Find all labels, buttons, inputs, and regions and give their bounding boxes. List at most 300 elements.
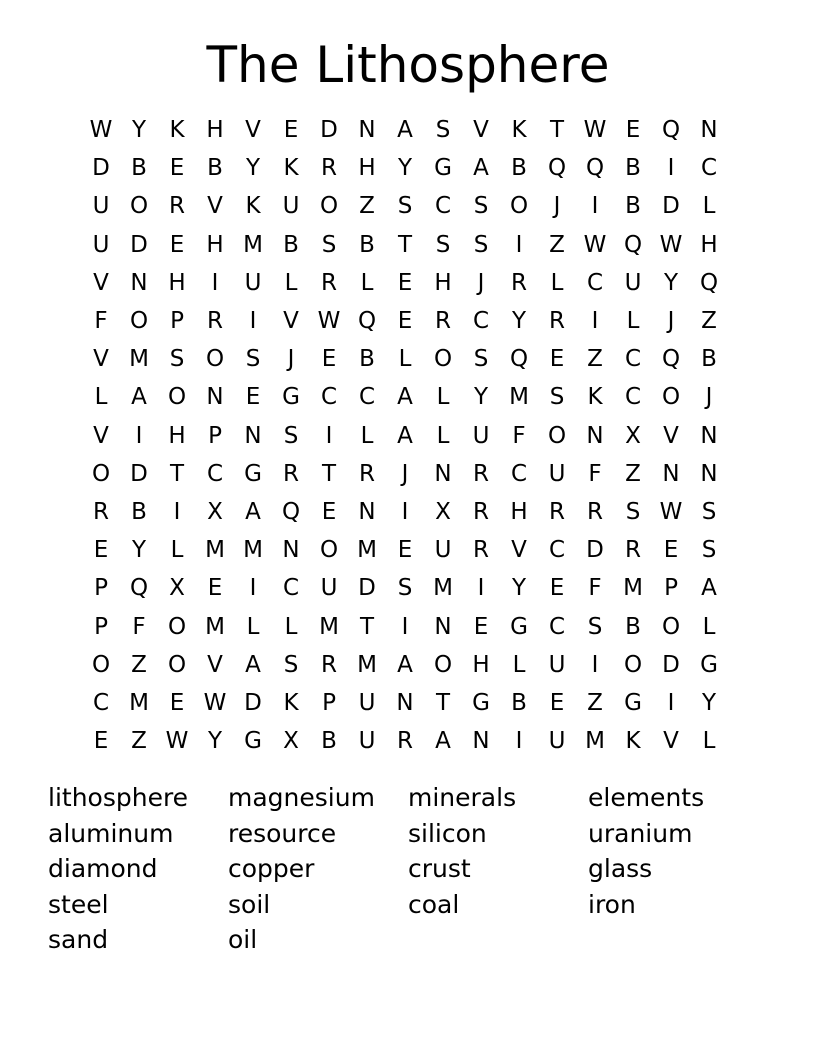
grid-letter: U: [548, 651, 566, 678]
grid-letter: X: [169, 575, 185, 602]
grid-letter: L: [702, 728, 716, 755]
grid-letter: I: [401, 613, 409, 640]
grid-letter: V: [511, 537, 527, 564]
grid-letter: Z: [701, 308, 717, 335]
grid-letter: Q: [623, 231, 643, 258]
word-list-item: sand: [48, 925, 109, 954]
grid-letter: K: [587, 384, 603, 411]
grid-letter: C: [586, 269, 604, 296]
grid-letter: Q: [129, 575, 149, 602]
word-list: [48, 780, 768, 958]
grid-letter: C: [472, 308, 490, 335]
grid-letter: F: [588, 575, 602, 602]
grid-letter: S: [701, 537, 717, 564]
grid-letter: N: [472, 728, 490, 755]
grid-letter: B: [131, 498, 147, 525]
grid-row: [82, 493, 728, 531]
grid-letter: U: [548, 460, 566, 487]
grid-letter: I: [591, 651, 599, 678]
grid-letter: P: [208, 422, 222, 449]
grid-letter: G: [244, 728, 262, 755]
grid-letter: L: [170, 537, 184, 564]
grid-letter: L: [360, 422, 374, 449]
grid-letter: M: [357, 651, 377, 678]
grid-letter: Z: [131, 728, 147, 755]
grid-letter: S: [701, 498, 717, 525]
grid-letter: Y: [131, 537, 147, 564]
grid-letter: L: [94, 384, 108, 411]
grid-letter: B: [625, 155, 641, 182]
grid-letter: M: [129, 346, 149, 373]
grid-letter: R: [473, 460, 489, 487]
grid-letter: C: [358, 384, 376, 411]
grid-letter: B: [359, 346, 375, 373]
grid-letter: D: [320, 117, 338, 144]
grid-letter: N: [434, 613, 452, 640]
grid-letter: F: [132, 613, 146, 640]
grid-letter: N: [282, 537, 300, 564]
grid-letter: E: [549, 346, 565, 373]
grid-letter: G: [510, 613, 528, 640]
grid-letter: I: [667, 689, 675, 716]
grid-letter: H: [510, 498, 528, 525]
grid-letter: B: [207, 155, 223, 182]
grid-letter: E: [625, 117, 641, 144]
grid-letter: O: [319, 193, 339, 220]
grid-letter: I: [173, 498, 181, 525]
grid-letter: F: [588, 460, 602, 487]
grid-letter: A: [701, 575, 717, 602]
grid-letter: E: [93, 728, 109, 755]
word-list-item: silicon: [408, 818, 487, 848]
grid-letter: R: [321, 155, 337, 182]
grid-letter: Q: [699, 269, 719, 296]
grid-letter: B: [625, 193, 641, 220]
grid-letter: L: [436, 422, 450, 449]
grid-letter: K: [511, 117, 527, 144]
grid-row: [82, 646, 728, 684]
grid-letter: S: [435, 231, 451, 258]
grid-letter: L: [246, 613, 260, 640]
grid-row: [82, 340, 728, 378]
grid-letter: L: [398, 346, 412, 373]
grid-letter: Z: [587, 689, 603, 716]
grid-letter: N: [358, 498, 376, 525]
grid-letter: H: [700, 231, 718, 258]
grid-letter: S: [473, 346, 489, 373]
grid-letter: G: [282, 384, 300, 411]
grid-letter: A: [245, 651, 261, 678]
grid-letter: Q: [509, 346, 529, 373]
page-title: The Lithosphere: [206, 36, 610, 94]
grid-letter: B: [511, 689, 527, 716]
word-list-item: iron: [588, 889, 636, 919]
grid-letter: Z: [625, 460, 641, 487]
grid-letter: W: [659, 498, 683, 525]
grid-letter: G: [700, 651, 718, 678]
grid-letter: O: [661, 384, 681, 411]
grid-letter: R: [587, 498, 603, 525]
grid-letter: T: [435, 689, 451, 716]
grid-letter: M: [623, 575, 643, 602]
grid-letter: B: [131, 155, 147, 182]
grid-letter: E: [321, 498, 337, 525]
grid-letter: U: [624, 269, 642, 296]
grid-letter: I: [667, 155, 675, 182]
grid-letter: V: [283, 308, 299, 335]
grid-letter: G: [624, 689, 642, 716]
grid-letter: P: [94, 575, 108, 602]
grid-letter: R: [283, 460, 299, 487]
grid-letter: U: [244, 269, 262, 296]
grid-letter: S: [245, 346, 261, 373]
grid-letter: T: [397, 231, 413, 258]
grid-letter: U: [282, 193, 300, 220]
grid-letter: K: [245, 193, 261, 220]
grid-letter: S: [397, 575, 413, 602]
grid-letter: O: [205, 346, 225, 373]
grid-letter: D: [244, 689, 262, 716]
grid-letter: C: [206, 460, 224, 487]
grid-letter: C: [548, 537, 566, 564]
grid-letter: E: [473, 613, 489, 640]
grid-letter: X: [435, 498, 451, 525]
grid-letter: Y: [701, 689, 717, 716]
grid-letter: Y: [245, 155, 261, 182]
grid-letter: E: [321, 346, 337, 373]
word-list-item: uranium: [588, 818, 693, 848]
grid-letter: I: [591, 308, 599, 335]
grid-letter: N: [700, 422, 718, 449]
grid-letter: J: [287, 346, 295, 373]
grid-letter: Z: [587, 346, 603, 373]
grid-letter: I: [401, 498, 409, 525]
word-list-item: glass: [588, 854, 653, 883]
grid-letter: S: [473, 231, 489, 258]
grid-letter: C: [624, 346, 642, 373]
grid-letter: M: [357, 537, 377, 564]
grid-letter: Z: [131, 651, 147, 678]
grid-letter: L: [702, 193, 716, 220]
grid-letter: E: [397, 308, 413, 335]
grid-letter: L: [284, 613, 298, 640]
grid-letter: R: [169, 193, 185, 220]
grid-letter: T: [359, 613, 375, 640]
grid-letter: W: [317, 308, 341, 335]
grid-letter: S: [169, 346, 185, 373]
grid-letter: D: [92, 155, 110, 182]
grid-letter: W: [203, 689, 227, 716]
grid-letter: S: [625, 498, 641, 525]
grid-letter: Q: [547, 155, 567, 182]
grid-letter: F: [512, 422, 526, 449]
grid-row: [82, 226, 728, 264]
grid-letter: X: [207, 498, 223, 525]
grid-letter: R: [511, 269, 527, 296]
grid-letter: R: [473, 498, 489, 525]
grid-letter: U: [358, 728, 376, 755]
grid-letter: S: [549, 384, 565, 411]
grid-row: [82, 569, 728, 607]
word-list-item: elements: [588, 783, 705, 812]
grid-row: [82, 149, 728, 187]
grid-letter: A: [131, 384, 147, 411]
grid-row: [82, 607, 728, 645]
grid-letter: O: [433, 651, 453, 678]
word-list-item: coal: [408, 889, 460, 919]
grid-letter: P: [170, 308, 184, 335]
grid-letter: U: [320, 575, 338, 602]
grid-letter: R: [359, 460, 375, 487]
grid-row: [82, 264, 728, 302]
grid-letter: J: [553, 193, 561, 220]
grid-letter: L: [360, 269, 374, 296]
grid-letter: N: [586, 422, 604, 449]
grid-letter: B: [359, 231, 375, 258]
grid-letter: T: [169, 460, 185, 487]
grid-letter: G: [472, 689, 490, 716]
grid-letter: D: [358, 575, 376, 602]
grid-letter: D: [130, 231, 148, 258]
grid-letter: S: [473, 193, 489, 220]
grid-letter: M: [205, 613, 225, 640]
grid-letter: U: [92, 193, 110, 220]
grid-letter: I: [325, 422, 333, 449]
grid-letter: C: [282, 575, 300, 602]
grid-letter: K: [625, 728, 641, 755]
grid-letter: O: [167, 384, 187, 411]
grid-letter: W: [89, 117, 113, 144]
grid-letter: I: [591, 193, 599, 220]
grid-letter: Q: [281, 498, 301, 525]
grid-letter: R: [321, 269, 337, 296]
grid-letter: U: [434, 537, 452, 564]
grid-letter: Z: [549, 231, 565, 258]
grid-letter: B: [511, 155, 527, 182]
grid-letter: E: [245, 384, 261, 411]
grid-letter: Q: [357, 308, 377, 335]
grid-letter: H: [206, 117, 224, 144]
grid-row: [82, 722, 728, 760]
word-list-item: soil: [228, 889, 271, 919]
grid-letter: H: [206, 231, 224, 258]
grid-letter: W: [583, 231, 607, 258]
grid-letter: A: [397, 422, 413, 449]
grid-letter: R: [435, 308, 451, 335]
grid-letter: D: [130, 460, 148, 487]
grid-letter: N: [700, 460, 718, 487]
grid-letter: E: [549, 689, 565, 716]
grid-letter: Y: [473, 384, 489, 411]
grid-letter: E: [397, 269, 413, 296]
grid-letter: E: [207, 575, 223, 602]
grid-letter: N: [358, 117, 376, 144]
grid-letter: B: [321, 728, 337, 755]
grid-letter: H: [168, 422, 186, 449]
grid-letter: O: [129, 193, 149, 220]
grid-letter: J: [401, 460, 409, 487]
grid-letter: A: [397, 384, 413, 411]
grid-letter: R: [93, 498, 109, 525]
grid-letter: S: [321, 231, 337, 258]
grid-letter: O: [167, 613, 187, 640]
grid-letter: A: [397, 117, 413, 144]
grid-letter: I: [477, 575, 485, 602]
grid-letter: P: [94, 613, 108, 640]
grid-row: [82, 187, 728, 225]
grid-row: [82, 111, 728, 149]
grid-letter: E: [549, 575, 565, 602]
grid-letter: S: [435, 117, 451, 144]
grid-letter: M: [433, 575, 453, 602]
grid-letter: J: [705, 384, 713, 411]
grid-letter: L: [512, 651, 526, 678]
grid-letter: L: [550, 269, 564, 296]
grid-letter: V: [663, 728, 679, 755]
grid-row: [82, 302, 728, 340]
grid-letter: C: [548, 613, 566, 640]
grid-letter: S: [283, 422, 299, 449]
grid-letter: M: [243, 537, 263, 564]
grid-letter: U: [472, 422, 490, 449]
grid-letter: V: [207, 193, 223, 220]
grid-letter: E: [169, 689, 185, 716]
word-list-item: copper: [228, 854, 315, 883]
grid-letter: T: [321, 460, 337, 487]
grid-letter: Y: [131, 117, 147, 144]
grid-letter: N: [244, 422, 262, 449]
grid-letter: V: [93, 269, 109, 296]
grid-letter: C: [92, 689, 110, 716]
grid-letter: V: [207, 651, 223, 678]
grid-letter: M: [585, 728, 605, 755]
grid-letter: I: [135, 422, 143, 449]
grid-letter: V: [245, 117, 261, 144]
letter-grid: [82, 111, 728, 760]
grid-letter: O: [129, 308, 149, 335]
grid-letter: P: [322, 689, 336, 716]
grid-letter: B: [283, 231, 299, 258]
word-list-item: aluminum: [48, 818, 174, 848]
grid-letter: R: [397, 728, 413, 755]
grid-letter: R: [473, 537, 489, 564]
grid-letter: H: [358, 155, 376, 182]
grid-row: [82, 684, 728, 722]
grid-letter: T: [549, 117, 565, 144]
grid-letter: O: [91, 651, 111, 678]
grid-letter: D: [586, 537, 604, 564]
grid-letter: H: [472, 651, 490, 678]
grid-letter: E: [283, 117, 299, 144]
grid-letter: V: [663, 422, 679, 449]
grid-letter: F: [94, 308, 108, 335]
grid-letter: Y: [511, 308, 527, 335]
grid-letter: U: [92, 231, 110, 258]
grid-letter: C: [700, 155, 718, 182]
grid-letter: Y: [663, 269, 679, 296]
grid-letter: O: [547, 422, 567, 449]
grid-letter: E: [169, 155, 185, 182]
grid-letter: N: [700, 117, 718, 144]
grid-letter: V: [93, 346, 109, 373]
grid-letter: L: [436, 384, 450, 411]
grid-letter: O: [319, 537, 339, 564]
grid-letter: R: [625, 537, 641, 564]
word-list-item: oil: [228, 925, 258, 954]
word-list-item: resource: [228, 818, 337, 848]
grid-letter: P: [664, 575, 678, 602]
grid-row: [82, 455, 728, 493]
grid-letter: N: [662, 460, 680, 487]
grid-letter: V: [93, 422, 109, 449]
grid-row: [82, 417, 728, 455]
grid-letter: V: [473, 117, 489, 144]
word-list-item: lithosphere: [48, 783, 189, 812]
grid-letter: G: [244, 460, 262, 487]
grid-letter: N: [130, 269, 148, 296]
grid-row: [82, 378, 728, 416]
grid-letter: Y: [511, 575, 527, 602]
grid-letter: D: [662, 651, 680, 678]
grid-letter: M: [129, 689, 149, 716]
grid-letter: Y: [207, 728, 223, 755]
grid-letter: R: [207, 308, 223, 335]
grid-letter: K: [283, 689, 299, 716]
grid-letter: K: [283, 155, 299, 182]
grid-letter: J: [667, 308, 675, 335]
word-list-item: magnesium: [228, 783, 375, 812]
grid-letter: O: [623, 651, 643, 678]
grid-letter: D: [662, 193, 680, 220]
grid-letter: I: [515, 728, 523, 755]
grid-letter: O: [509, 193, 529, 220]
word-list-item: steel: [48, 889, 109, 919]
grid-letter: A: [473, 155, 489, 182]
grid-letter: C: [624, 384, 642, 411]
grid-letter: Q: [661, 346, 681, 373]
grid-letter: M: [205, 537, 225, 564]
grid-letter: Y: [397, 155, 413, 182]
grid-letter: B: [701, 346, 717, 373]
grid-letter: H: [434, 269, 452, 296]
grid-row: [82, 531, 728, 569]
grid-letter: M: [319, 613, 339, 640]
grid-letter: H: [168, 269, 186, 296]
word-list-item: diamond: [48, 854, 158, 883]
grid-letter: I: [249, 575, 257, 602]
grid-letter: Z: [359, 193, 375, 220]
grid-letter: I: [211, 269, 219, 296]
grid-letter: U: [358, 689, 376, 716]
grid-letter: W: [165, 728, 189, 755]
grid-letter: G: [434, 155, 452, 182]
grid-letter: E: [93, 537, 109, 564]
grid-letter: O: [91, 460, 111, 487]
grid-letter: C: [434, 193, 452, 220]
grid-letter: R: [549, 498, 565, 525]
grid-letter: X: [283, 728, 299, 755]
grid-letter: L: [702, 613, 716, 640]
grid-letter: N: [206, 384, 224, 411]
grid-letter: S: [587, 613, 603, 640]
grid-letter: E: [397, 537, 413, 564]
grid-letter: E: [169, 231, 185, 258]
grid-letter: O: [433, 346, 453, 373]
grid-letter: L: [284, 269, 298, 296]
grid-letter: O: [661, 613, 681, 640]
grid-letter: L: [626, 308, 640, 335]
grid-letter: A: [245, 498, 261, 525]
